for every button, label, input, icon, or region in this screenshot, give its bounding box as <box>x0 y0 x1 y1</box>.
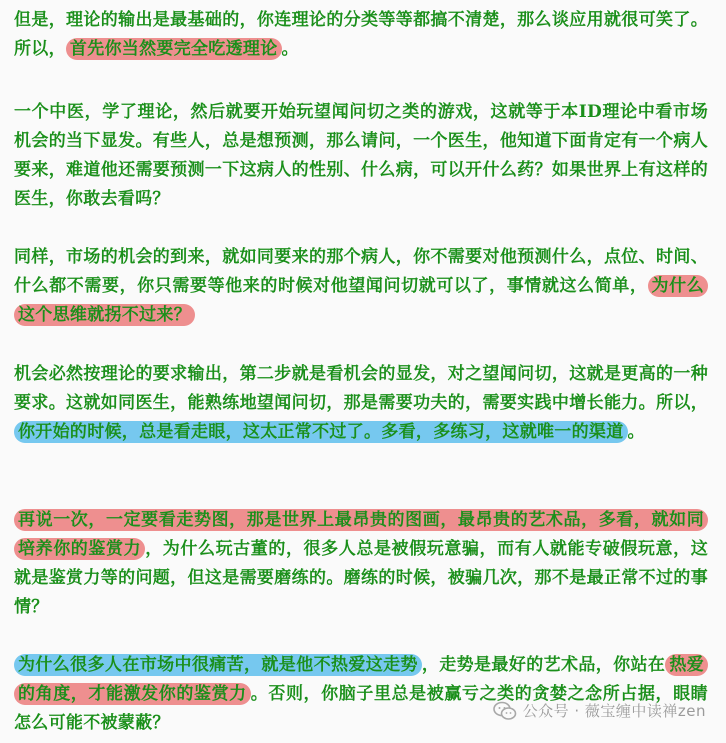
wechat-icon <box>493 701 517 721</box>
watermark-text: 公众号 · 薇宝缠中读禅zen <box>522 702 706 720</box>
text-segment: 一个中医，学了理论，然后就要开始玩望闻问切之类的游戏，这就等于本ID理论中看市场机会的当下显发。有些人，总是想预测，那么请问，一个医生，他知道下面肯定有一个病人要来，难道他还需要预测一下这病人的性别、什么病，可以开什么药？如果世界上有这样的医生，你敢去看吗？ <box>14 102 708 209</box>
text-segment: ，走势是最好的艺术品，你站在 <box>421 655 666 675</box>
watermark <box>493 700 706 721</box>
highlight-red: 首先你当然要完全吃透理论 <box>66 38 282 60</box>
paragraph-4 <box>14 360 708 447</box>
highlight-red: 为什么这个思维就拐不过来？ <box>14 275 708 326</box>
paragraph-5 <box>14 506 708 622</box>
text-segment: ，为什么玩古董的，很多人总是被假玩意骗，而有人就能专破假玩意，这就是鉴赏力等的问题，但这是需要磨练的。磨练的时候，被骗几次，那不是最正常不过的事情？ <box>14 539 708 617</box>
highlight-red: 热爱的角度，才能激发你的鉴赏力 <box>14 654 708 705</box>
highlight-blue: 你开始的时候，总是看走眼，这太正常不过了。多看，多练习，这就唯一的渠道 <box>14 421 628 443</box>
text-segment: 。 <box>281 39 299 59</box>
highlight-blue: 为什么很多人在市场中很痛苦，就是他不热爱这走势 <box>14 654 422 676</box>
text-segment: 。 <box>627 422 645 442</box>
text-segment: 。否则，你脑子里总是被赢亏之类的贪婪之念所占据，眼睛怎么可能不被蒙蔽？ <box>14 684 708 733</box>
paragraph-6 <box>14 651 708 738</box>
paragraph-2 <box>14 98 708 214</box>
text-segment: 机会必然按理论的要求输出，第二步就是看机会的显发，对之望闻问切，这就是更高的一种要求。这就如同医生，能熟练地望闻问切，那是需要功夫的，需要实践中增长能力。所以， <box>14 364 708 413</box>
paragraph-1 <box>14 6 708 64</box>
highlight-red: 再说一次，一定要看走势图，那是世界上最昂贵的图画，最昂贵的艺术品，多看，就如同培养你的鉴赏力 <box>14 509 708 560</box>
paragraph-3 <box>14 243 708 330</box>
text-segment: 但是，理论的输出是最基础的，你连理论的分类等等都搞不清楚，那么谈应用就很可笑了。所以， <box>14 10 708 59</box>
text-segment: 同样，市场的机会的到来，就如同要来的那个病人，你不需要对他预测什么，点位、时间、什么都不需要，你只需要等他来的时候对他望闻问切就可以了，事情就这么简单， <box>14 247 708 296</box>
